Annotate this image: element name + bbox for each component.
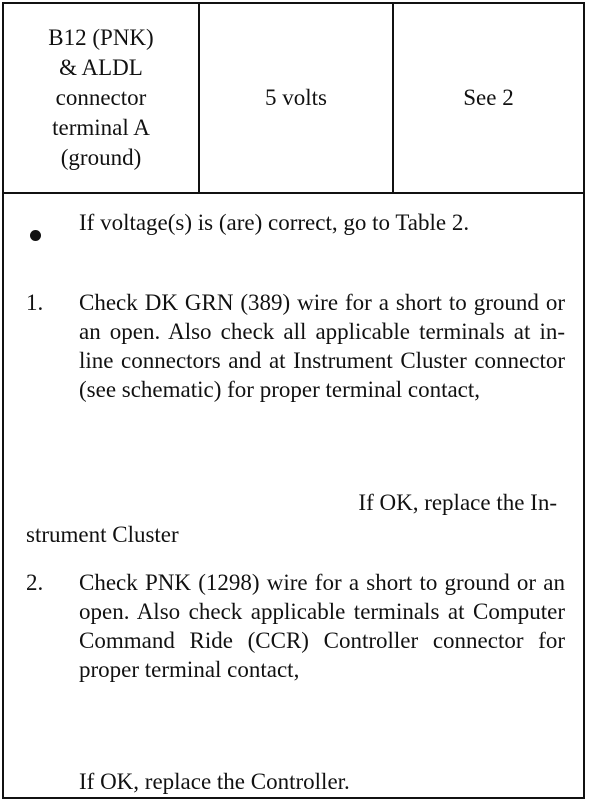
step-1-ok-line1: If OK, replace the In-: [358, 490, 557, 515]
bullet-text: If voltage(s) is (are) correct, go to Table 2.: [79, 210, 470, 235]
step-1-text: Check DK GRN (389) wire for a short to ground or an open. Also check all applicable terminals at in-line connectors and at Instrument Cluster connector (see schematic) for proper terminal contact,: [79, 290, 565, 402]
diagnostic-table: [2, 2, 585, 799]
reference-cell: [394, 4, 583, 192]
step-1-ok-line2: strument Cluster: [26, 522, 179, 547]
bullet-icon: [30, 230, 41, 241]
voltage-value: 5 volts: [265, 85, 327, 110]
table-header-row: [4, 4, 583, 194]
terminal-cell: [4, 4, 200, 192]
step-2-number: 2.: [26, 570, 44, 595]
voltage-cell: [200, 4, 394, 192]
terminal-label: B12 (PNK) & ALDL connector terminal A (ground): [48, 25, 154, 170]
step-1-number: 1.: [26, 290, 44, 315]
step-2-ok-line: If OK, replace the Controller.: [79, 769, 350, 794]
reference-note: See 2: [463, 85, 514, 110]
step-2-text: Check PNK (1298) wire for a short to ground or an open. Also check applicable terminals at Computer Command Ride (CCR) Controller connector for proper terminal contact,: [79, 570, 565, 682]
